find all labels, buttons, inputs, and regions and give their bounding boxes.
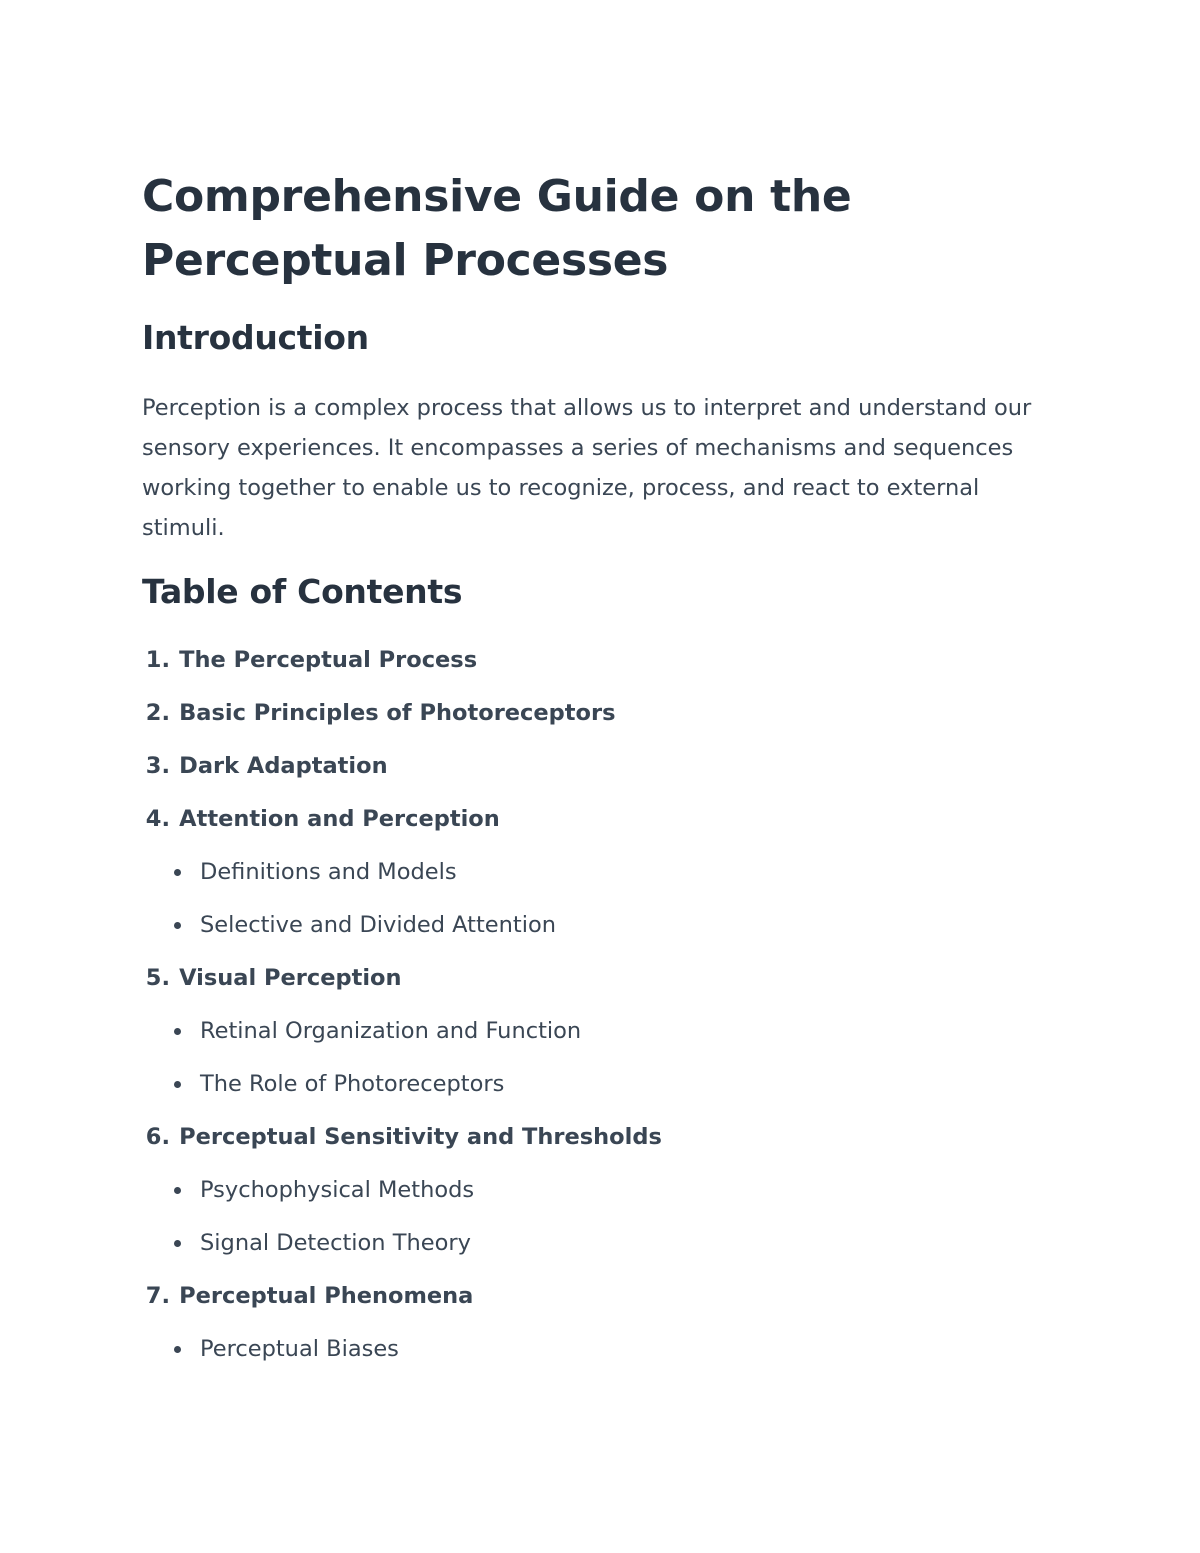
toc-item-label: Attention and Perception (179, 806, 500, 832)
toc-item-number: 4. (145, 806, 170, 832)
toc-item-label: Perceptual Phenomena (179, 1283, 474, 1309)
toc-subitem[interactable] (142, 1170, 1042, 1223)
introduction-paragraph: Perception is a complex process that allows us to interpret and understand our sensory experiences. It encompasses a series of mechanisms and sequences working together to enable us to recognize, process, and react to external stimuli. (142, 395, 1032, 541)
toc-item-label: The Perceptual Process (179, 647, 478, 673)
toc-subitem[interactable] (142, 1329, 1042, 1382)
toc-item[interactable] (142, 746, 1042, 799)
table-of-contents-heading: Table of Contents (142, 572, 463, 611)
toc-subitem[interactable] (142, 905, 1042, 958)
toc-subitem[interactable] (142, 1011, 1042, 1064)
toc-subitem-label: Signal Detection Theory (200, 1230, 471, 1256)
toc-item[interactable] (142, 693, 1042, 746)
bullet-icon (174, 1187, 181, 1194)
toc-subitem-label: Perceptual Biases (200, 1336, 399, 1362)
toc-subitem-label: Selective and Divided Attention (200, 912, 557, 938)
toc-subitem-label: Definitions and Models (200, 859, 457, 885)
toc-item-label: Basic Principles of Photoreceptors (179, 700, 616, 726)
toc-item-label: Dark Adaptation (179, 753, 388, 779)
bullet-icon (174, 922, 181, 929)
toc-item[interactable] (142, 1276, 1042, 1329)
toc-item[interactable] (142, 640, 1042, 693)
toc-item-number: 1. (145, 647, 170, 673)
toc-item-number: 3. (145, 753, 170, 779)
toc-item[interactable] (142, 958, 1042, 1011)
toc-subitem[interactable] (142, 1064, 1042, 1117)
toc-item-number: 5. (145, 965, 170, 991)
bullet-icon (174, 1240, 181, 1247)
toc-subitem-label: Retinal Organization and Function (200, 1018, 582, 1044)
toc-item-label: Perceptual Sensitivity and Thresholds (179, 1124, 662, 1150)
toc-item-label: Visual Perception (179, 965, 402, 991)
toc-subitem-label: Psychophysical Methods (200, 1177, 475, 1203)
toc-subitem[interactable] (142, 1223, 1042, 1276)
toc-item-number: 7. (145, 1283, 170, 1309)
bullet-icon (174, 1346, 181, 1353)
page-title: Comprehensive Guide on the Perceptual Processes (142, 171, 852, 286)
toc-subitem-label: The Role of Photoreceptors (200, 1071, 505, 1097)
bullet-icon (174, 869, 181, 876)
toc-item-number: 6. (145, 1124, 170, 1150)
table-of-contents-list (142, 640, 1042, 1382)
introduction-heading: Introduction (142, 318, 369, 357)
bullet-icon (174, 1028, 181, 1035)
toc-item-number: 2. (145, 700, 170, 726)
toc-subitem[interactable] (142, 852, 1042, 905)
toc-item[interactable] (142, 799, 1042, 852)
toc-item[interactable] (142, 1117, 1042, 1170)
bullet-icon (174, 1081, 181, 1088)
